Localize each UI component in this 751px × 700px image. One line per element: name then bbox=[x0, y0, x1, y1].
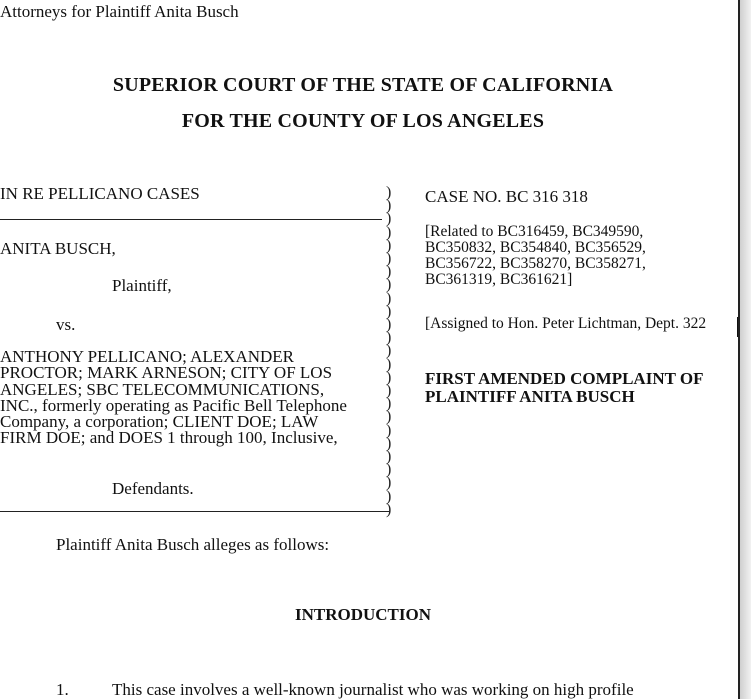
complaint-title-line: PLAINTIFF ANITA BUSCH bbox=[425, 387, 635, 406]
defendants-line: ANGELES; SBC TELECOMMUNICATIONS, bbox=[0, 379, 325, 399]
paragraph-text: This case involves a well-known journalist who was working on high profile bbox=[112, 680, 634, 699]
section-heading: INTRODUCTION bbox=[294, 605, 432, 624]
court-title-line-2: FOR THE COUNTY OF LOS ANGELES bbox=[181, 110, 545, 132]
complaint-title-line: FIRST AMENDED COMPLAINT OF bbox=[425, 369, 704, 388]
caption-divider bbox=[0, 219, 382, 220]
defendants-line: Company, a corporation; CLIENT DOE; LAW bbox=[0, 412, 319, 432]
related-cases-line: [Related to BC316459, BC349590, bbox=[425, 223, 644, 240]
allegation-intro: Plaintiff Anita Busch alleges as follows: bbox=[56, 535, 330, 554]
related-cases bbox=[425, 224, 646, 288]
court-title-line-1: SUPERIOR COURT OF THE STATE OF CALIFORNIA bbox=[112, 74, 614, 96]
defendants-list bbox=[0, 349, 347, 447]
attorneys-line: Attorneys for Plaintiff Anita Busch bbox=[0, 2, 239, 21]
case-number: CASE NO. BC 316 318 bbox=[425, 187, 588, 206]
plaintiff-label: Plaintiff, bbox=[112, 276, 172, 295]
versus-label: vs. bbox=[56, 315, 76, 334]
defendants-line: INC., formerly operating as Pacific Bell Telephone bbox=[0, 395, 347, 415]
defendants-line: FIRM DOE; and DOES 1 through 100, Inclusive, bbox=[0, 428, 338, 448]
page-margin bbox=[740, 0, 751, 699]
caption-parenthesis-column: ) ) ) ) ) ) ) ) ) ) ) ) ) ) ) ) ) ) ) ) ) ) ) ) ) bbox=[386, 184, 392, 518]
related-cases-line: BC361319, BC361621] bbox=[425, 271, 573, 288]
caption-bottom-rule bbox=[0, 511, 390, 512]
paragraph-number: 1. bbox=[56, 680, 69, 699]
case-title: IN RE PELLICANO CASES bbox=[0, 184, 200, 203]
plaintiff-name: ANITA BUSCH, bbox=[0, 239, 116, 258]
related-cases-line: BC356722, BC358270, BC358271, bbox=[425, 255, 646, 272]
assigned-judge: [Assigned to Hon. Peter Lichtman, Dept. 322 bbox=[425, 315, 707, 332]
defendants-line: PROCTOR; MARK ARNESON; CITY OF LOS bbox=[0, 363, 333, 383]
defendants-label: Defendants. bbox=[112, 479, 194, 498]
complaint-title bbox=[425, 370, 703, 406]
related-cases-line: BC350832, BC354840, BC356529, bbox=[425, 239, 646, 256]
defendants-line: ANTHONY PELLICANO; ALEXANDER bbox=[0, 347, 295, 366]
